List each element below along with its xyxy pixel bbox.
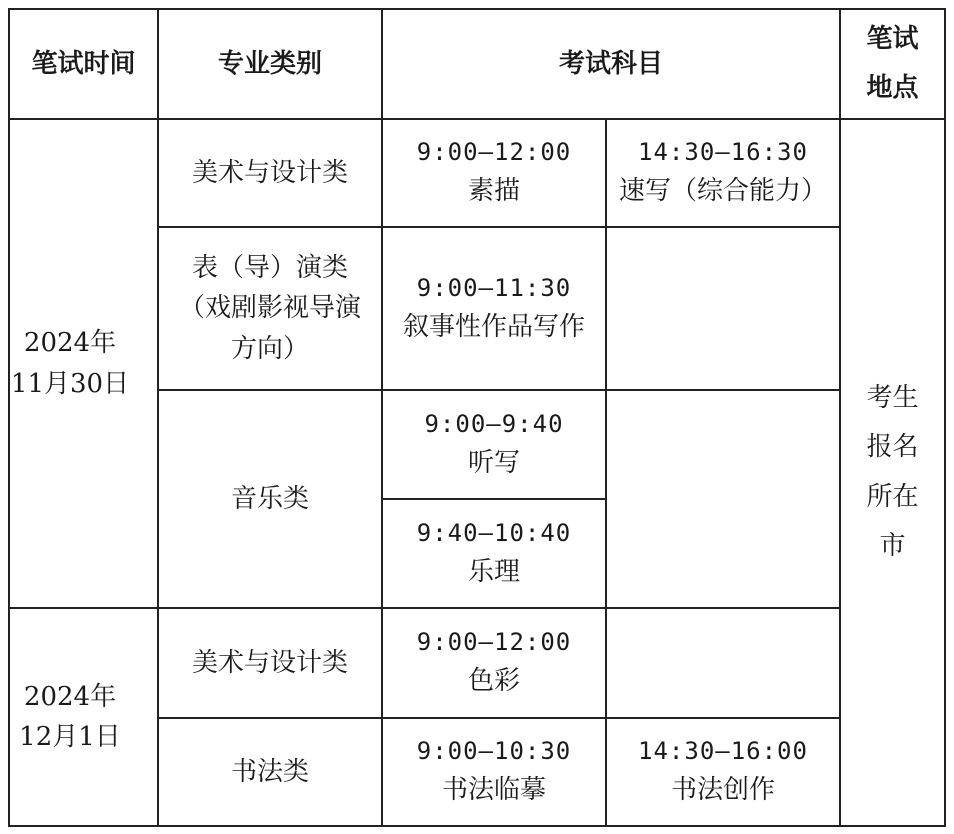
subject-cell: 9:40—10:40 乐理 <box>382 499 606 608</box>
major-cell: 书法类 <box>158 718 382 826</box>
header-row <box>9 9 945 119</box>
major-cell: 美术与设计类 <box>158 608 382 718</box>
header-exam-time: 笔试时间 <box>9 9 158 119</box>
empty-cell <box>606 390 840 608</box>
subject-cell: 9:00—12:00 素描 <box>382 119 606 227</box>
header-location: 笔试地点 <box>840 9 945 119</box>
empty-cell <box>606 227 840 390</box>
location-cell: 考生报名所在市 <box>840 119 945 826</box>
table-row <box>9 608 945 718</box>
subject-cell: 14:30—16:30 速写（综合能力） <box>606 119 840 227</box>
major-cell: 表（导）演类（戏剧影视导演方向） <box>158 227 382 390</box>
subject-cell: 9:00—9:40 听写 <box>382 390 606 499</box>
subject-cell: 9:00—10:30 书法临摹 <box>382 718 606 826</box>
subject-cell: 9:00—11:30 叙事性作品写作 <box>382 227 606 390</box>
subject-cell: 9:00—12:00 色彩 <box>382 608 606 718</box>
major-cell: 美术与设计类 <box>158 119 382 227</box>
header-subjects: 考试科目 <box>382 9 840 119</box>
header-major: 专业类别 <box>158 9 382 119</box>
subject-cell: 14:30—16:00 书法创作 <box>606 718 840 826</box>
major-cell: 音乐类 <box>158 390 382 608</box>
table-row <box>9 119 945 227</box>
date-cell-nov30: 2024年11月30日 <box>9 119 158 608</box>
exam-schedule-table <box>8 8 946 827</box>
empty-cell <box>606 608 840 718</box>
date-cell-dec1: 2024年12月1日 <box>9 608 158 826</box>
